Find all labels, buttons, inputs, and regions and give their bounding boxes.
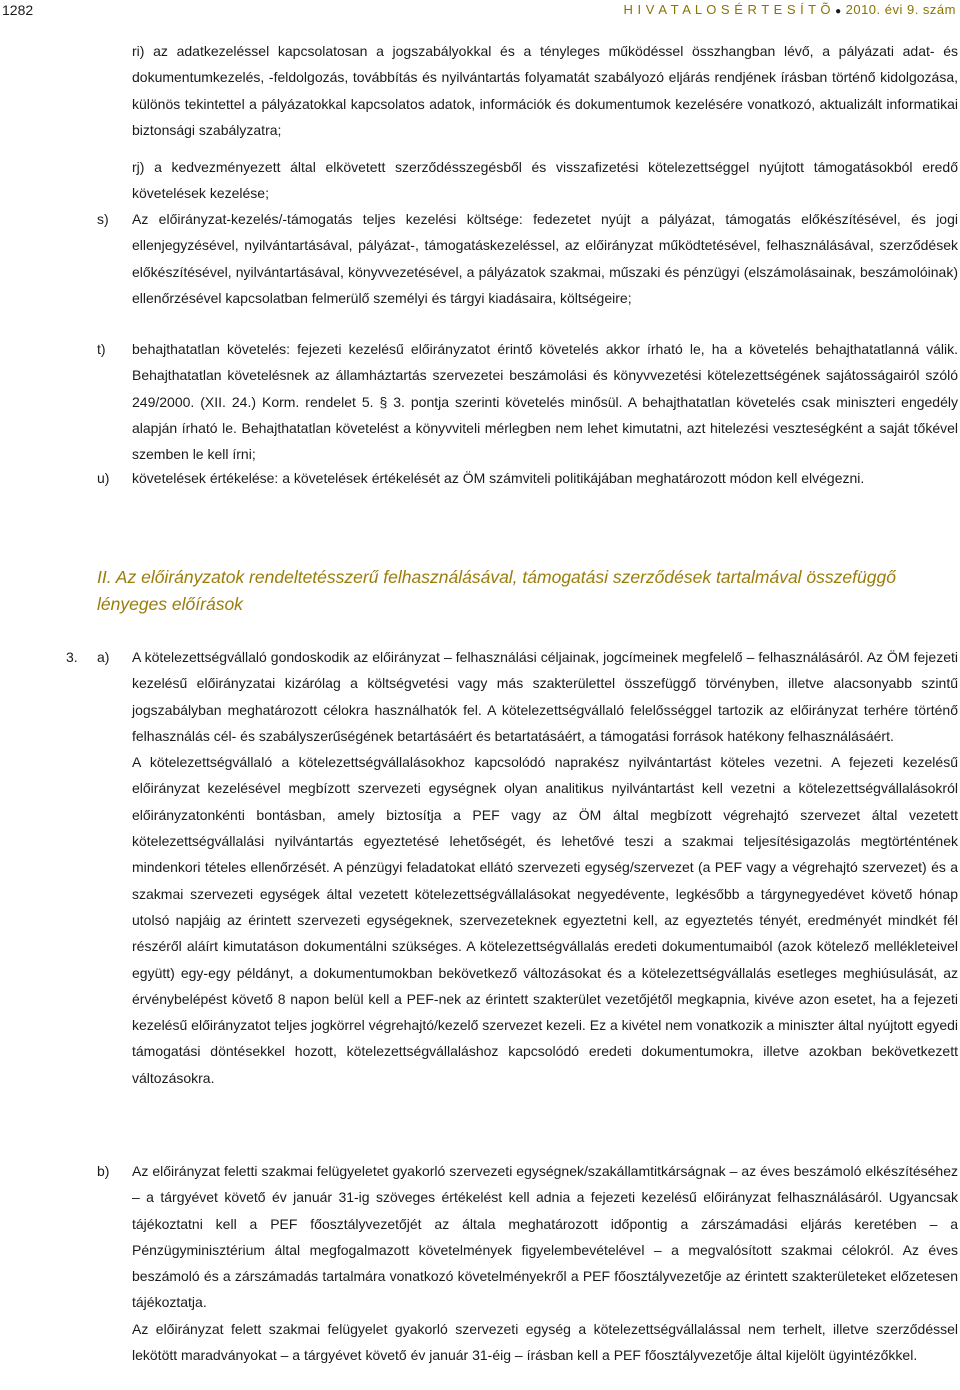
issue-label: 2010. évi 9. szám xyxy=(845,2,956,17)
item-s-marker: s) xyxy=(97,211,109,227)
point-3b-paragraph: Az előirányzat feletti szakmai felügyeletet gyakorló szervezeti egységnek/szakállamtitkárságnak – az éves beszámoló elkészítéséhez – a tárgyévet követő év január 31-ig szöveges értékelést kell adnia a fejezeti kezelésű előirányzat felhasználásáról. Ugyancsak tájékoztatni kell a PEF főosztályvezetőjét az általa meghatározott időpontig a zárszámadási eljárás keretében – a Pénzügyminisztérium által megfogalmazott követelmények figyelembevételével – a megvalósított szakmai célokról. Az éves beszámoló és a zárszámadás tartalmára vonatkozó követelményekről a PEF főosztályvezetője az érintett szakterületeket előzetesen tájékoztatja. xyxy=(132,1163,958,1311)
point-3b xyxy=(132,1158,958,1368)
point-3a-paragraph: A kötelezettségvállaló a kötelezettségvállalásokhoz kapcsolódó naprakész nyilvántartást köteles vezetni. A fejezeti kezelésű előirányzat kezelésével megbízott szervezeti egységnek olyan analitikus nyilvántartást kell vezetni a kötelezettségvállalásokról előirányzatonkénti bontásban, amely biztosítja a PEF vagy az ÖM által megbízott végrehajtó szervezet által vezetett kötelezettségvállalási nyilvántartás egyeztetésé lehetőségét, és lehetővé teszi a szakmai teljesítésigazolás megtörténtének mindenkori tételes ellenőrzését. A pénzügyi feladatokat ellátó szervezeti egység/szervezet (a PEF vagy a végrehajtó szervezet) és a szakmai szervezeti egységek által vezetett kötelezettségvállalásokat negyedévente, legkésőbb a tárgynegyedévet követő hónap utolsó napjáig az érintett szervezeti egységeknek, szervezeteknek egyeztetni kell, az egyeztetés tényét, eredményét mindkét fél részéről aláírt kimutatáson dokumentálni szükséges. A kötelezettségvállalás eredeti dokumentumaiból (azok kötelező mellékleteivel együtt) egy-egy példányt, a dokumentumokban bekövetkező változásokat és a kötelezettségvállalás esetleges meghiúsulását, az érvénybelépést követő 8 napon belül kell a PEF-nek az érintett szakterület vezetőjétől megkapnia, kivéve azon esetet, ha a fejezeti kezelésű előirányzatot teljes jogkörrel végrehajtó/kezelő szervezet kezeli. Ez a kivétel nem vonatkozik a miniszter által nyújtott egyedi támogatási döntésekkel hozott, kötelezettségvállaláshoz kapcsolódó eredeti dokumentumokra, illetve azokban bekövetkezett változásokra. xyxy=(132,754,958,1086)
item-t xyxy=(132,336,958,467)
point-3a-paragraph: A kötelezettségvállaló gondoskodik az előirányzat – felhasználási céljainak, jogcímeinek megfelelő – felhasználásáról. Az ÖM fejezeti kezelésű előirányzatai kizárólag a költségvetési vagy más szakterülettel összefüggő törvényben, illetve alacsonyabb szintű jogszabályban meghatározott célokra használhatók fel. A kötelezettségvállaló felelősséggel tartozik az előirányzat terhére történő felhasználás cél- és szabályszerűségének betartásáért és betartatásáért, a támogatási források hatékony felhasználásáért. xyxy=(132,649,958,744)
item-rj-text: rj) a kedvezményezett által elkövetett szerződésszegésből és visszafizetési kötelezettséggel nyújtott támogatásokból eredő követelések kezelése; xyxy=(132,159,958,202)
point-3-number: 3. xyxy=(66,649,78,665)
item-ri-text: ri) az adatkezeléssel kapcsolatosan a jogszabályokkal és a tényleges működéssel összhangban lévő, a pályázati adat- és dokumentumkezelés, -feldolgozás, továbbítás és nyilvántartás folyamatát szabályozó eljárás rendjének írásban történő kidolgozása, különös tekintettel a pályázatokkal kapcsolatos adatok, információk és dokumentumok kezelésére vonatkozó, aktualizált informatikai biztonsági szabályzatra; xyxy=(132,43,958,138)
item-t-text: behajthatatlan követelés: fejezeti kezelésű előirányzatot érintő követelés akkor írható le, ha a követelés behajthatatlanná válik. Behajthatatlan követelésnek az államháztartás szervezetei beszámolási és könyvvezetési kötelezettségének sajátosságairól szóló 249/2000. (XII. 24.) Korm. rendelet 5. § 3. pontja szerinti követelés minősül. A behajthatatlan követelés csak miniszteri engedély alapján írható le. Behajthatatlan követelést a könyvviteli mérlegben nem lehet kimutatni, azt hitelezési veszteségként a saját tőkével szemben le kell írni; xyxy=(132,341,958,463)
page-header xyxy=(0,0,960,24)
bullet-separator: ● xyxy=(835,6,842,17)
point-3b-paragraph: Az előirányzat felett szakmai felügyelet gyakorló szervezeti egység a kötelezettségvállalással nem terhelt, illetve szerződéssel lekötött maradványokat – a tárgyévet követő év január 31-éig – írásban kell a PEF főosztályvezetője által kijelölt ügyintézőkkel. xyxy=(132,1320,958,1364)
point-3a xyxy=(132,644,958,1091)
item-ri xyxy=(132,38,958,143)
item-s-text: Az előirányzat-kezelés/-támogatás teljes kezelési költsége: fedezetet nyújt a pályázat, támogatás előkészítésével, és jogi ellenjegyzésével, nyilvántartásával, pályázat-, támogatáskezeléssel, az előirányzat működtetésével, felhasználásával, szerződések előkészítésével, nyilvántartásával, könyvvezetésével, a pályázatok szakmai, műszaki és pénzügyi (elszámolásainak, beszámolóinak) ellenőrzésével kapcsolatban felmerülő személyi és tárgyi kiadásaira, költségeire; xyxy=(132,211,958,306)
section-title: II. Az előirányzatok rendeltetésszerű felhasználásával, támogatási szerződések tartalmával összefüggő lényeges előírások xyxy=(97,567,896,614)
running-head xyxy=(624,2,956,17)
item-u xyxy=(132,465,958,491)
item-u-marker: u) xyxy=(97,470,110,486)
point-3b-marker: b) xyxy=(97,1163,110,1179)
item-s xyxy=(132,206,958,311)
item-rj xyxy=(132,154,958,207)
page-number: 1282 xyxy=(2,2,34,18)
publication-title: H I V A T A L O S É R T E S Í T Õ xyxy=(623,2,832,17)
point-3a-marker: a) xyxy=(97,649,110,665)
item-t-marker: t) xyxy=(97,341,106,357)
item-u-text: követelések értékelése: a követelések értékelését az ÖM számviteli politikájában meghatározott módon kell elvégezni. xyxy=(132,470,865,486)
